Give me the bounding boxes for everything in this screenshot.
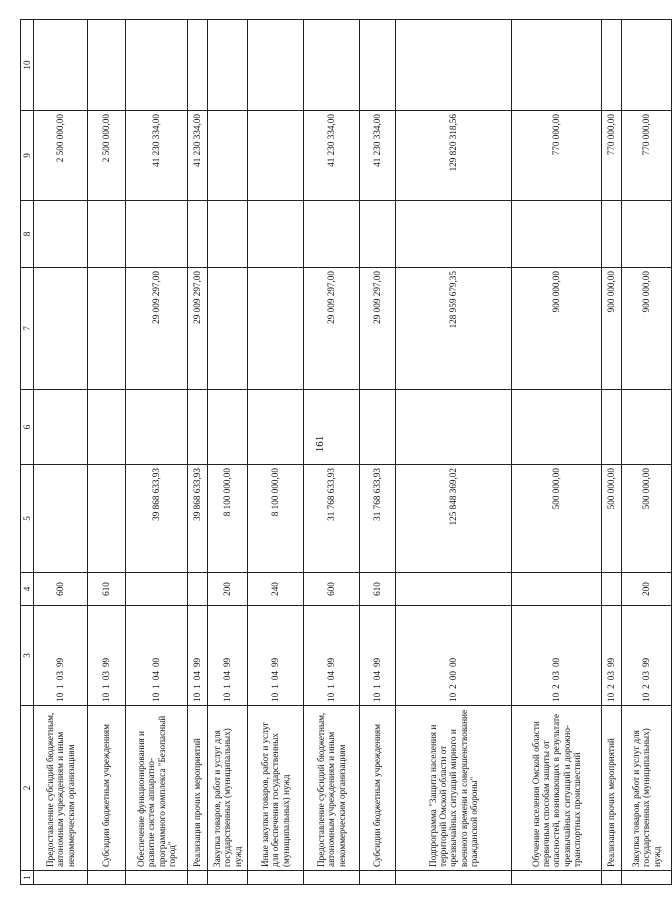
expense-type-cell: 240	[248, 573, 304, 606]
expense-type-cell: 600	[34, 573, 88, 606]
amount-cell-col10	[396, 20, 512, 111]
target-code-cell	[248, 606, 304, 706]
header-cell: 8	[21, 201, 34, 268]
code-part: 2	[551, 684, 562, 689]
amount-cell-col9: 41 230 334,00	[304, 111, 360, 201]
amount-cell-col10	[88, 20, 126, 111]
item-name-cell: Предоставление субсидий бюджетным, автономным учреждениям и иным некоммерческим организациям	[304, 706, 360, 871]
target-code-cell	[602, 606, 622, 706]
amount-cell-col9: 41 230 334,00	[188, 111, 208, 201]
amount-cell-col10	[602, 20, 622, 111]
row-index-cell	[602, 871, 622, 885]
amount-cell-col8	[304, 201, 360, 268]
amount-cell-col9: 770 000,00	[622, 111, 672, 201]
amount-cell-col10	[622, 20, 672, 111]
code-part: 10	[448, 692, 459, 702]
code-part: 2	[641, 684, 652, 689]
amount-cell-col8	[396, 201, 512, 268]
amount-cell-col7	[88, 268, 126, 390]
header-cell: 10	[21, 20, 34, 111]
code-part: 10	[326, 692, 337, 702]
code-part: 10	[270, 692, 281, 702]
code-part: 10	[551, 692, 562, 702]
amount-cell-col9	[248, 111, 304, 201]
amount-cell-col7: 29 009 297,00	[126, 268, 188, 390]
amount-cell-col10	[248, 20, 304, 111]
target-code-cell	[396, 606, 512, 706]
amount-cell-col8	[208, 201, 248, 268]
amount-cell-col7: 900 000,00	[512, 268, 602, 390]
amount-cell-col9: 129 820 318,56	[396, 111, 512, 201]
row-index-cell	[208, 871, 248, 885]
code-part: 04	[372, 671, 383, 681]
amount-cell-col6	[304, 390, 360, 465]
expense-type-cell	[188, 573, 208, 606]
amount-cell-col5: 39 868 633,93	[126, 465, 188, 573]
table-row	[188, 20, 208, 885]
code-part: 10	[55, 692, 66, 702]
amount-cell-col8	[602, 201, 622, 268]
code-part: 03	[606, 671, 617, 681]
amount-cell-col6	[602, 390, 622, 465]
code-part: 04	[151, 671, 162, 681]
row-index-cell	[126, 871, 188, 885]
code-part: 10	[641, 692, 652, 702]
code-part: 00	[551, 657, 562, 668]
table-row	[88, 20, 126, 885]
expense-type-cell	[126, 573, 188, 606]
item-name-cell: Реализация прочих мероприятий	[602, 706, 622, 871]
code-part: 10	[372, 692, 383, 702]
amount-cell-col8	[622, 201, 672, 268]
item-name-cell: Закупка товаров, работ и услуг для государственных (муниципальных) нужд	[208, 706, 248, 871]
amount-cell-col6	[208, 390, 248, 465]
row-index-cell	[512, 871, 602, 885]
header-cell: 4	[21, 573, 34, 606]
amount-cell-col7: 29 009 297,00	[360, 268, 396, 390]
target-code-cell	[360, 606, 396, 706]
amount-cell-col8	[360, 201, 396, 268]
amount-cell-col6	[188, 390, 208, 465]
code-part: 03	[101, 671, 112, 681]
code-part: 99	[101, 657, 112, 668]
code-part: 1	[55, 684, 66, 689]
amount-cell-col10	[360, 20, 396, 111]
row-index-cell	[248, 871, 304, 885]
table-row	[126, 20, 188, 885]
row-index-cell	[88, 871, 126, 885]
code-part: 00	[448, 657, 459, 668]
item-name-cell: Реализация прочих мероприятий	[188, 706, 208, 871]
amount-cell-col10	[512, 20, 602, 111]
table-row	[396, 20, 512, 885]
amount-cell-col6	[622, 390, 672, 465]
code-part: 04	[270, 671, 281, 681]
item-name-cell: Предоставление субсидий бюджетным, автономным учреждениям и иным некоммерческим организациям	[34, 706, 88, 871]
code-part: 1	[270, 684, 281, 689]
amount-cell-col5: 31 768 633,93	[360, 465, 396, 573]
amount-cell-col6	[512, 390, 602, 465]
amount-cell-col10	[126, 20, 188, 111]
amount-cell-col5	[34, 465, 88, 573]
amount-cell-col9: 41 230 334,00	[360, 111, 396, 201]
code-part: 99	[55, 657, 66, 668]
target-code-cell	[188, 606, 208, 706]
amount-cell-col10	[34, 20, 88, 111]
amount-cell-col9: 2 500 000,00	[34, 111, 88, 201]
table-row	[208, 20, 248, 885]
table-row	[512, 20, 602, 885]
code-part: 1	[151, 684, 162, 689]
target-code-cell	[304, 606, 360, 706]
amount-cell-col9	[208, 111, 248, 201]
code-part: 03	[551, 671, 562, 681]
amount-cell-col5: 39 868 633,93	[188, 465, 208, 573]
row-index-cell	[304, 871, 360, 885]
amount-cell-col5: 500 000,00	[512, 465, 602, 573]
row-index-cell	[188, 871, 208, 885]
item-name-cell: Подпрограмма "Защита населения и территорий Омской области от чрезвычайных ситуаций мирного и военного времени и совершенствование гражданской обороны"	[396, 706, 512, 871]
header-row	[21, 20, 34, 885]
code-part: 1	[222, 684, 233, 689]
amount-cell-col6	[34, 390, 88, 465]
amount-cell-col7	[248, 268, 304, 390]
amount-cell-col8	[126, 201, 188, 268]
table-row	[34, 20, 88, 885]
amount-cell-col6	[396, 390, 512, 465]
code-part: 99	[606, 657, 617, 668]
amount-cell-col7	[208, 268, 248, 390]
amount-cell-col6	[360, 390, 396, 465]
header-cell: 5	[21, 465, 34, 573]
amount-cell-col5: 500 000,00	[602, 465, 622, 573]
row-index-cell	[622, 871, 672, 885]
amount-cell-col5: 500 000,00	[622, 465, 672, 573]
table-row	[248, 20, 304, 885]
amount-cell-col5: 8 100 000,00	[248, 465, 304, 573]
code-part: 10	[192, 692, 203, 702]
item-name-cell: Иные закупки товаров, работ и услуг для обеспечения государственных (муниципальных) нужд	[248, 706, 304, 871]
expense-type-cell	[396, 573, 512, 606]
amount-cell-col7	[34, 268, 88, 390]
header-cell: 2	[21, 706, 34, 871]
code-part: 10	[151, 692, 162, 702]
amount-cell-col9: 770 000,00	[512, 111, 602, 201]
code-part: 1	[326, 684, 337, 689]
amount-cell-col5: 31 768 633,93	[304, 465, 360, 573]
amount-cell-col9: 770 000,00	[602, 111, 622, 201]
target-code-cell	[126, 606, 188, 706]
code-part: 10	[101, 692, 112, 702]
item-name-cell: Субсидии бюджетным учреждениям	[88, 706, 126, 871]
table-row	[602, 20, 622, 885]
code-part: 10	[606, 692, 617, 702]
amount-cell-col10	[208, 20, 248, 111]
header-cell: 9	[21, 111, 34, 201]
code-part: 2	[606, 684, 617, 689]
target-code-cell	[512, 606, 602, 706]
amount-cell-col5: 125 848 369,02	[396, 465, 512, 573]
amount-cell-col10	[188, 20, 208, 111]
amount-cell-col9: 2 500 000,00	[88, 111, 126, 201]
code-part: 03	[641, 671, 652, 681]
amount-cell-col7: 900 000,00	[602, 268, 622, 390]
code-part: 04	[192, 671, 203, 681]
code-part: 2	[448, 684, 459, 689]
amount-cell-col7: 29 009 297,00	[188, 268, 208, 390]
header-cell: 1	[21, 871, 34, 885]
row-index-cell	[396, 871, 512, 885]
code-part: 00	[448, 671, 459, 681]
code-part: 99	[222, 657, 233, 668]
code-part: 1	[192, 684, 203, 689]
header-cell: 6	[21, 390, 34, 465]
code-part: 99	[641, 657, 652, 668]
amount-cell-col8	[88, 201, 126, 268]
target-code-cell	[208, 606, 248, 706]
target-code-cell	[622, 606, 672, 706]
item-name-cell: Обеспечение функционирования и развитие систем аппаратно-программного комплекса "Безопасный город"	[126, 706, 188, 871]
amount-cell-col6	[126, 390, 188, 465]
code-part: 03	[55, 671, 66, 681]
budget-table	[20, 19, 672, 885]
table-row	[360, 20, 396, 885]
amount-cell-col5	[88, 465, 126, 573]
target-code-cell	[88, 606, 126, 706]
row-index-cell	[34, 871, 88, 885]
amount-cell-col7: 29 009 297,00	[304, 268, 360, 390]
code-part: 04	[326, 671, 337, 681]
header-cell: 3	[21, 606, 34, 706]
code-part: 1	[101, 684, 112, 689]
expense-type-cell	[602, 573, 622, 606]
amount-cell-col6	[248, 390, 304, 465]
page-number: 161	[314, 435, 326, 453]
amount-cell-col7: 900 000,00	[622, 268, 672, 390]
expense-type-cell: 200	[208, 573, 248, 606]
expense-type-cell: 200	[622, 573, 672, 606]
code-part: 99	[270, 657, 281, 668]
amount-cell-col8	[188, 201, 208, 268]
amount-cell-col8	[248, 201, 304, 268]
table-row	[304, 20, 360, 885]
expense-type-cell: 610	[360, 573, 396, 606]
amount-cell-col7: 128 959 679,35	[396, 268, 512, 390]
item-name-cell: Закупка товаров, работ и услуг для государственных (муниципальных) нужд	[622, 706, 672, 871]
amount-cell-col5: 8 100 000,00	[208, 465, 248, 573]
expense-type-cell: 610	[88, 573, 126, 606]
code-part: 99	[372, 657, 383, 668]
row-index-cell	[360, 871, 396, 885]
rotated-table-container	[20, 20, 662, 885]
amount-cell-col10	[304, 20, 360, 111]
amount-cell-col8	[512, 201, 602, 268]
target-code-cell	[34, 606, 88, 706]
code-part: 99	[192, 657, 203, 668]
code-part: 99	[326, 657, 337, 668]
code-part: 1	[372, 684, 383, 689]
code-part: 10	[222, 692, 233, 702]
amount-cell-col8	[34, 201, 88, 268]
code-part: 04	[222, 671, 233, 681]
expense-type-cell: 600	[304, 573, 360, 606]
amount-cell-col9: 41 230 334,00	[126, 111, 188, 201]
amount-cell-col6	[88, 390, 126, 465]
item-name-cell: Обучение населения Омской области первичным способам защиты от опасностей, возникающих в результате чрезвычайных ситуаций и дорожно-транспортных происшествий	[512, 706, 602, 871]
table-row	[622, 20, 672, 885]
header-cell: 7	[21, 268, 34, 390]
expense-type-cell	[512, 573, 602, 606]
item-name-cell: Субсидии бюджетным учреждениям	[360, 706, 396, 871]
code-part: 00	[151, 657, 162, 668]
